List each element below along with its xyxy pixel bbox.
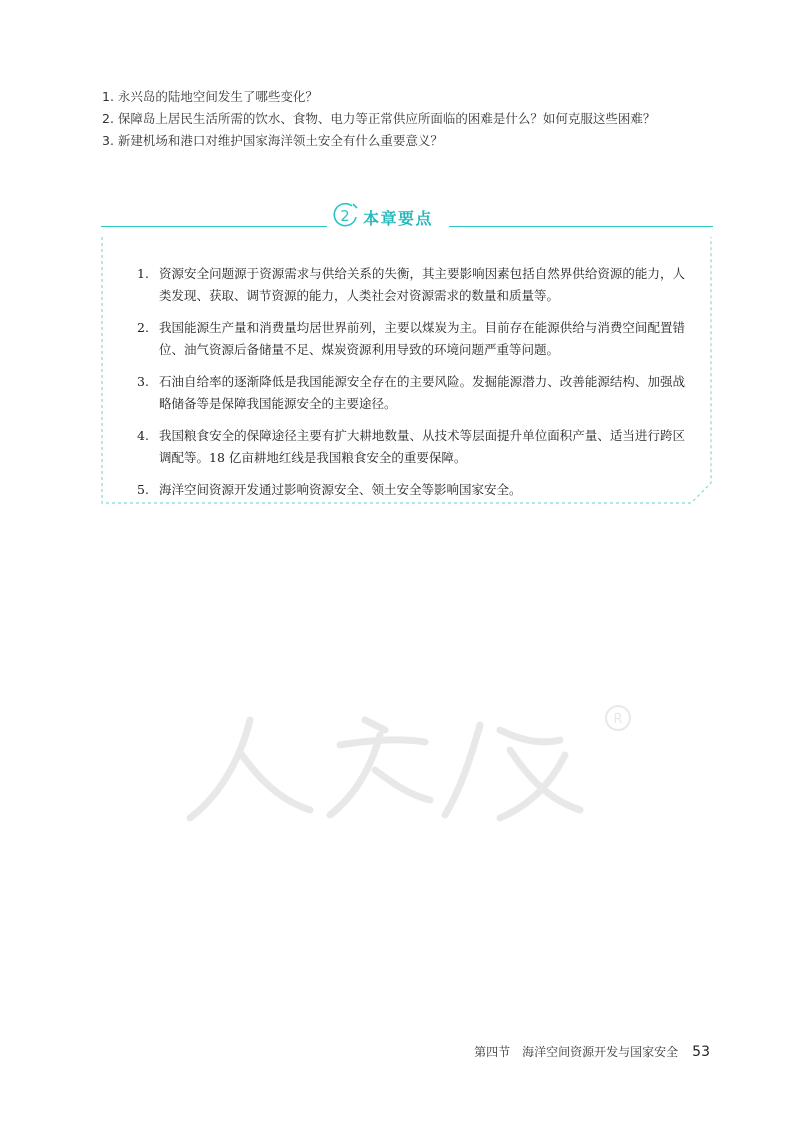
point-number: 3. [137, 374, 149, 389]
point-text: 资源安全问题源于资源需求与供给关系的失衡，其主要影响因素包括自然界供给资源的能力，人类发现、获取、调节资源的能力，人类社会对资源需求的数量和质量等。 [159, 266, 685, 303]
circled-number-icon [330, 200, 360, 230]
point-text: 我国粮食安全的保障途径主要有扩大耕地数量、从技术等层面提升单位面积产量、适当进行跨区调配等。18 亿亩耕地红线是我国粮食安全的重要保障。 [159, 428, 685, 465]
question-3: 3. 新建机场和港口对维护国家海洋领土安全有什么重要意义？ [102, 133, 443, 148]
publisher-watermark-logo [180, 700, 640, 830]
summary-point [137, 371, 685, 415]
footer-section-title: 第四节 海洋空间资源开发与国家安全 [474, 1045, 679, 1059]
heading-rule-left [101, 226, 327, 227]
chapter-summary-heading [101, 196, 713, 236]
heading-rule-right [449, 226, 713, 227]
page-number: 53 [692, 1044, 710, 1060]
point-number: 4. [137, 428, 149, 443]
summary-point [137, 479, 685, 501]
summary-panel [101, 236, 712, 504]
point-number: 2. [137, 320, 149, 335]
question-2: 2. 保障岛上居民生活所需的饮水、食物、电力等正常供应所面临的困难是什么？如何克服这些困难？ [102, 111, 656, 126]
summary-point [137, 263, 685, 307]
discussion-questions [102, 86, 742, 152]
svg-text:R: R [613, 712, 623, 727]
page-footer [474, 1043, 710, 1063]
question-1: 1. 永兴岛的陆地空间发生了哪些变化？ [102, 89, 318, 104]
point-number: 1. [137, 266, 149, 281]
point-number: 5. [137, 482, 149, 497]
point-text: 海洋空间资源开发通过影响资源安全、领土安全等影响国家安全。 [159, 482, 522, 497]
summary-point [137, 425, 685, 469]
point-text: 我国能源生产量和消费量均居世界前列，主要以煤炭为主。目前存在能源供给与消费空间配置错位、油气资源后备储量不足、煤炭资源利用导致的环境问题严重等问题。 [159, 320, 685, 357]
summary-points [137, 263, 685, 511]
point-text: 石油自给率的逐渐降低是我国能源安全存在的主要风险。发掘能源潜力、改善能源结构、加强战略储备等是保障我国能源安全的主要途径。 [159, 374, 685, 411]
heading-title: 本章要点 [363, 209, 434, 228]
heading-mark-number: 2 [340, 207, 350, 225]
summary-point [137, 317, 685, 361]
